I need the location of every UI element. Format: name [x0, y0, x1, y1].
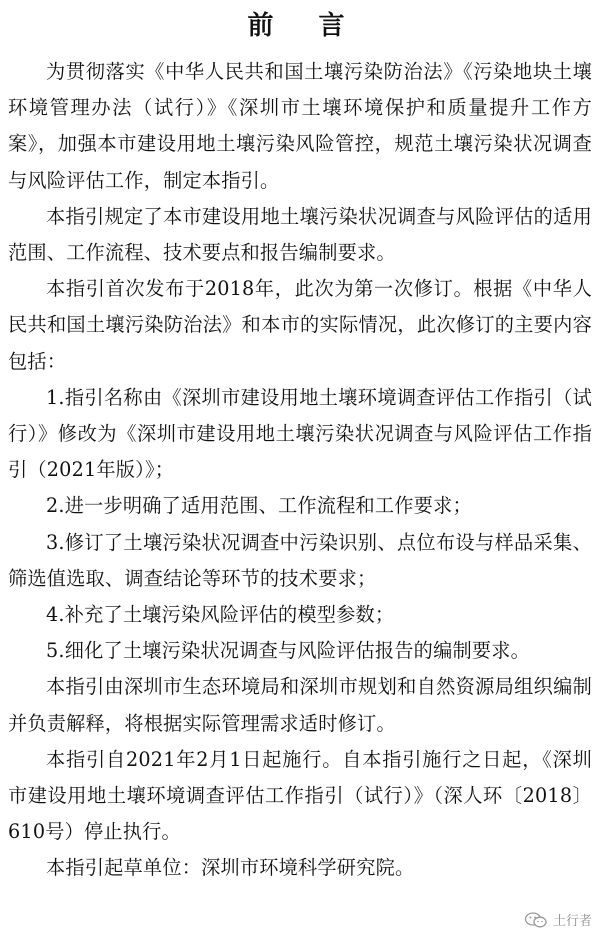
revision-item-1: 1.指引名称由《深圳市建设用地土壤环境调查评估工作指引（试行）》修改为《深圳市建设用地土壤污染状况调查与风险评估工作指引（2021年版）》；: [8, 385, 592, 482]
document-body: [8, 54, 592, 887]
revision-item-2: 2.进一步明确了适用范围、工作流程和工作要求；: [46, 494, 472, 518]
revision-item-5: 5.细化了土壤污染状况调查与风险评估报告的编制要求。: [46, 639, 531, 663]
watermark-text: 土行者: [552, 914, 592, 929]
paragraph-purpose: 为贯彻落实《中华人民共和国土壤污染防治法》《污染地块土壤环境管理办法（试行）》《深圳市土壤环境保护和质量提升工作方案》，加强本市建设用地土壤污染风险管控，规范土壤污染状况调查与风险评估工作，制定本指引。: [8, 60, 592, 192]
paragraph-scope: 本指引规定了本市建设用地土壤污染状况调查与风险评估的适用范围、工作流程、技术要点和报告编制要求。: [8, 204, 592, 265]
wechat-icon: [524, 912, 548, 928]
paragraph-drafting-unit: 本指引起草单位：深圳市环境科学研究院。: [46, 856, 415, 880]
paragraph-effective-date: 本指引自2021年2月1日起施行。自本指引施行之日起，《深圳市建设用地土壤环境调查评估工作指引（试行）》（深人环〔2018〕610号）停止执行。: [8, 747, 592, 844]
revision-item-3: 3.修订了土壤污染状况调查中污染识别、点位布设与样品采集、筛选值选取、调查结论等环节的技术要求；: [8, 530, 592, 590]
watermark: [524, 910, 592, 929]
revision-item-4: 4.补充了土壤污染风险评估的模型参数；: [46, 603, 395, 627]
paragraph-revision-intro: 本指引首次发布于2018年，此次为第一次修订。根据《中华人民共和国土壤污染防治法》和本市的实际情况，此次修订的主要内容包括：: [8, 277, 592, 373]
document-title: 前 言: [247, 11, 363, 41]
paragraph-authority: 本指引由深圳市生态环境局和深圳市规划和自然资源局组织编制并负责解释，将根据实际管理需求适时修订。: [8, 675, 592, 735]
